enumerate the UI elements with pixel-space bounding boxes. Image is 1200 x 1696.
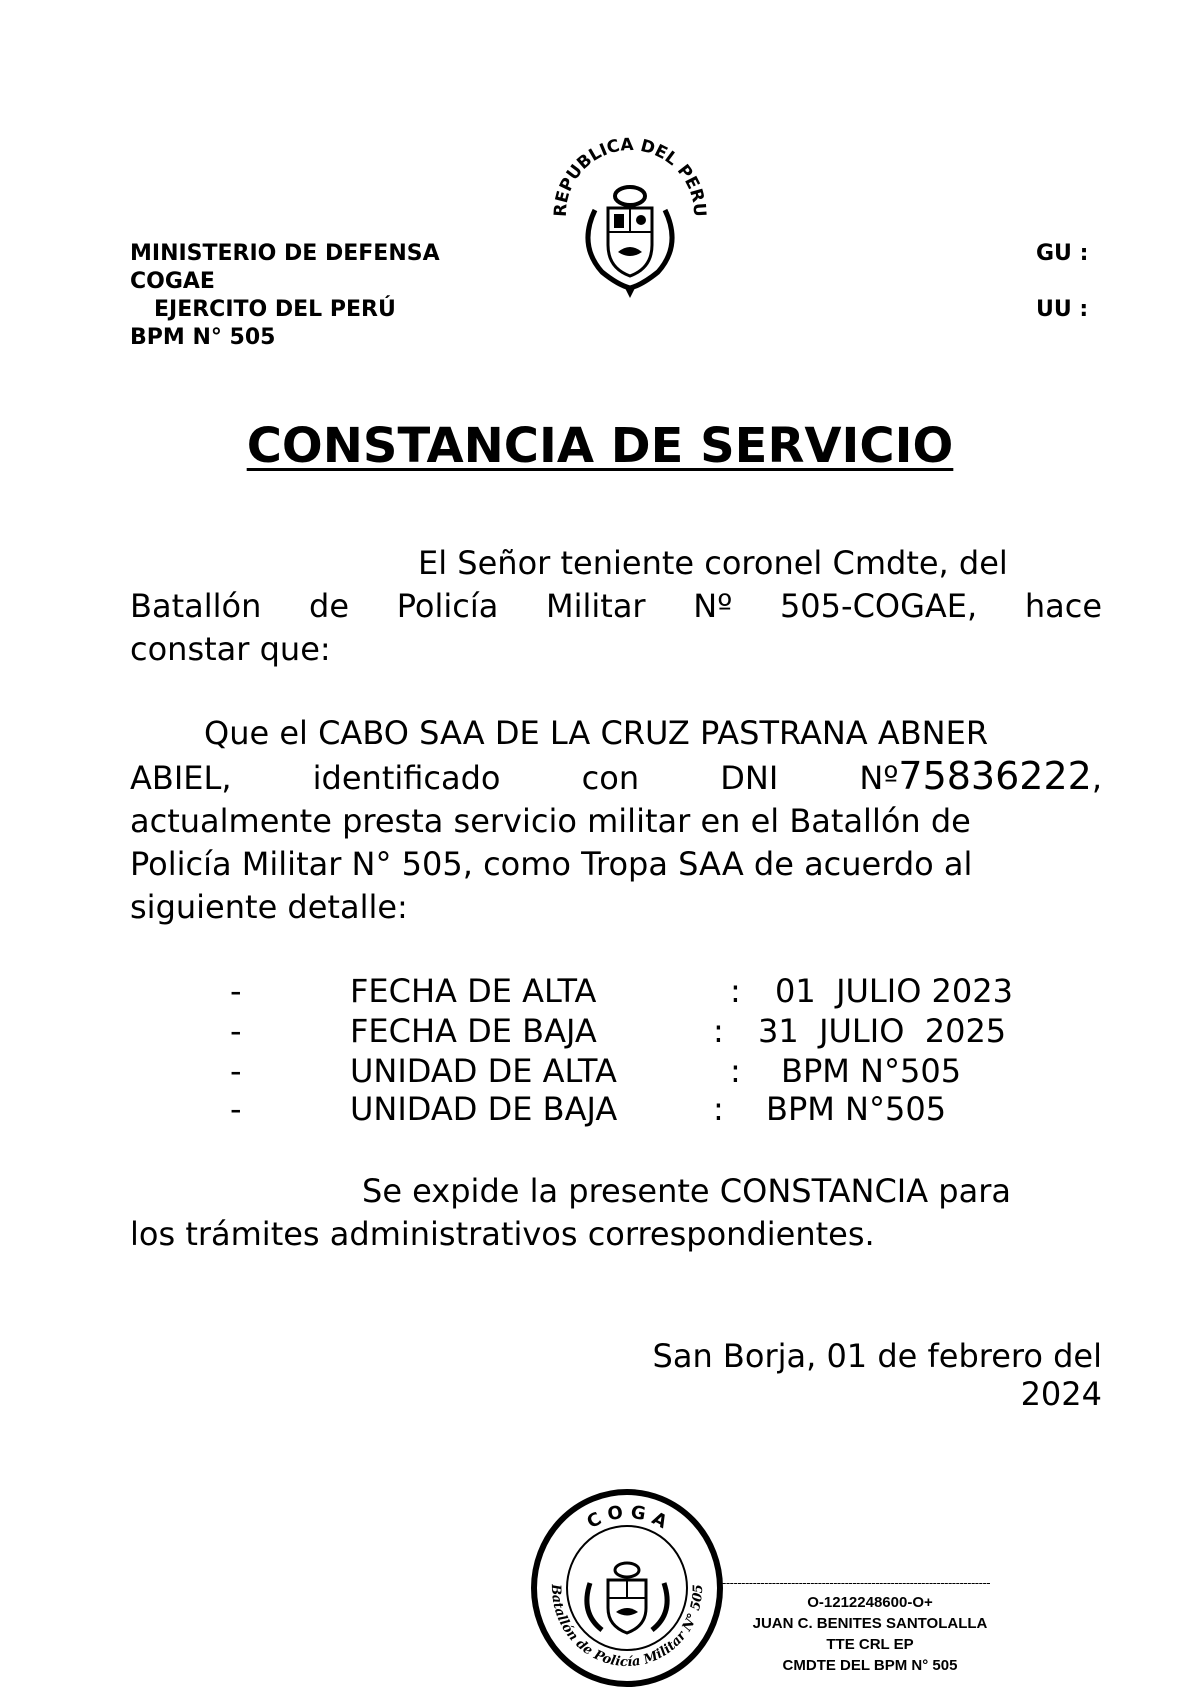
signature-rank: TTE CRL EP <box>826 1636 914 1653</box>
stamp-top-letters: C O G A <box>583 1501 671 1534</box>
unit-stamp-icon <box>530 1488 724 1688</box>
seal-arc-text: REPUBLICA DEL PERU <box>550 134 710 218</box>
place-date <box>500 1337 1102 1413</box>
page-title: CONSTANCIA DE SERVICIO <box>246 418 954 474</box>
intro-line-1: El Señor teniente coronel Cmdte, del <box>418 544 1008 582</box>
header-cogae: COGAE <box>130 269 215 294</box>
intro-line-2: Batallón de Policía Militar Nº 505-COGAE, hace <box>130 587 1103 625</box>
header-left <box>130 240 440 352</box>
closing-paragraph <box>130 1170 1102 1256</box>
closing-line-2: los trámites administrativos correspondientes. <box>130 1215 875 1253</box>
dni-value: Nº75836222, <box>859 754 1102 798</box>
body-line-3: actualmente presta servicio militar en el Batallón de <box>130 802 971 840</box>
header-unit: BPM N° 505 <box>130 325 276 350</box>
coat-of-arms-icon <box>540 120 720 300</box>
signature-name: JUAN C. BENITES SANTOLALLA <box>752 1615 988 1632</box>
body-line-1: Que el CABO SAA DE LA CRUZ PASTRANA ABNER <box>204 714 989 752</box>
signature-block <box>725 1592 1015 1676</box>
place-date-line-1: San Borja, 01 de febrero del <box>652 1337 1102 1375</box>
closing-line-1: Se expide la presente CONSTANCIA para <box>362 1172 1011 1210</box>
body-paragraph <box>130 712 1102 929</box>
unit-stamp <box>530 1488 724 1688</box>
body-line-2: ABIEL, identificado con DNI Nº75836222, <box>130 754 1102 798</box>
stamp-ring-text: Batallón de Policía Militar N° 505 <box>547 1584 707 1671</box>
page-title-container <box>0 418 1200 474</box>
body-line-4: Policía Militar N° 505, como Tropa SAA de acuerdo al <box>130 845 973 883</box>
header-army: EJERCITO DEL PERÚ <box>154 297 396 322</box>
details-list: - FECHA DE ALTA : 01 JULIO 2023 - FECHA DE BAJA : 31 JULIO 2025 - UNIDAD DE ALTA : BPM N°505 - UNIDAD DE BAJA : BPM N°505 <box>230 972 1013 1128</box>
header-ministry: MINISTERIO DE DEFENSA <box>130 241 440 266</box>
place-date-line-2: 2024 <box>1020 1375 1102 1413</box>
header-uu: UU : <box>1036 297 1089 322</box>
header-gu: GU : <box>1036 241 1089 266</box>
signature-cip: O-1212248600-O+ <box>807 1594 933 1611</box>
intro-line-3: constar que: <box>130 630 331 668</box>
coat-of-arms-seal <box>540 120 720 300</box>
body-line-5: siguiente detalle: <box>130 888 408 926</box>
signature-line: ---------------------------------------------------------------------- <box>722 1576 991 1590</box>
intro-paragraph <box>130 542 1102 671</box>
signature-position: CMDTE DEL BPM N° 505 <box>782 1657 958 1674</box>
